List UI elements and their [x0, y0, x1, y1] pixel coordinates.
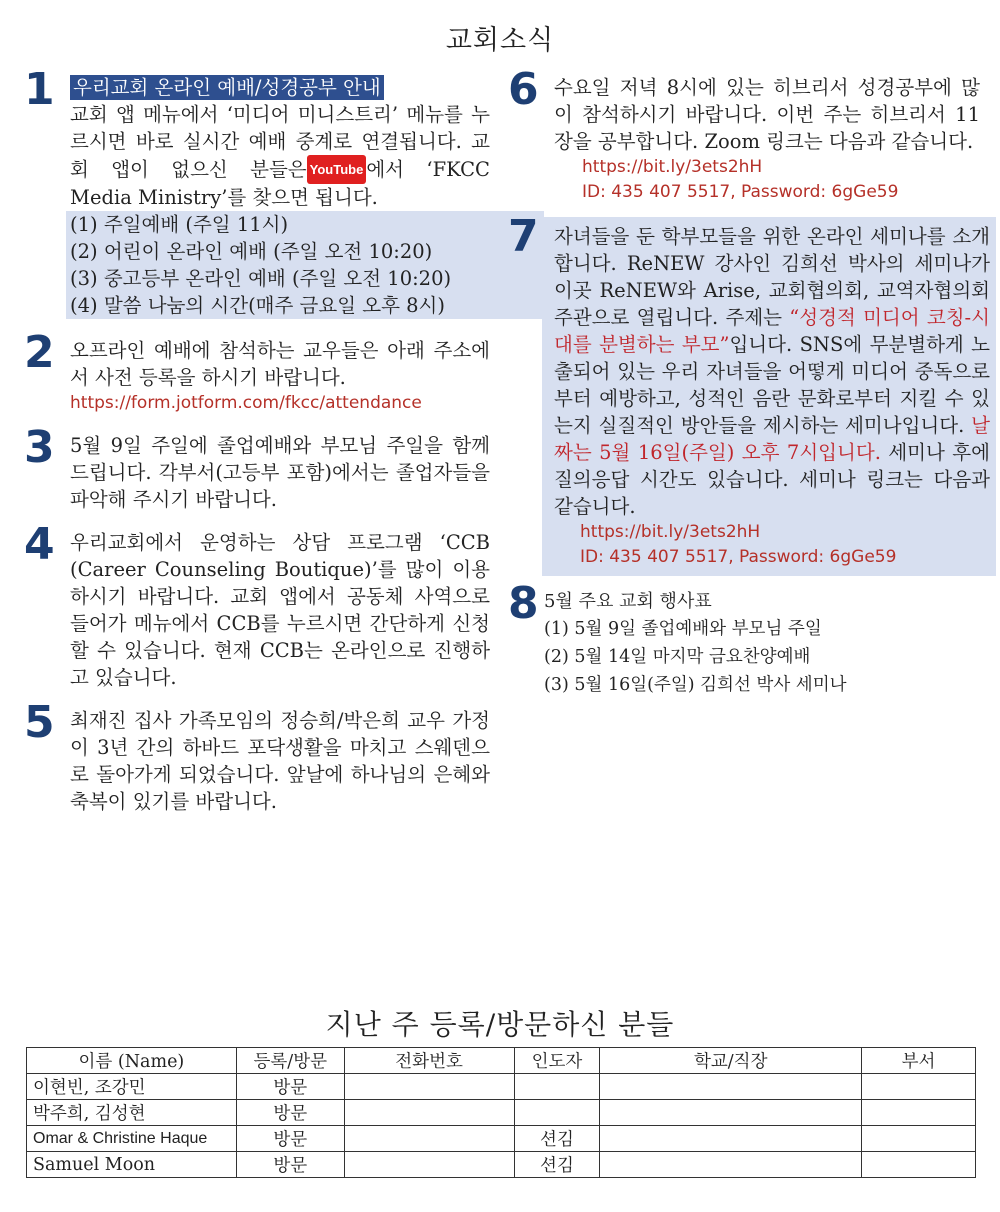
notice-body: 5월 9일 주일에 졸업예배와 부모님 주일을 함께 드립니다. 각부서(고등부 포함)에서는 졸업자들을 파악해 주시기 바랍니다.	[70, 434, 490, 511]
notice-4	[24, 519, 490, 691]
notice-2	[24, 327, 490, 416]
cell-dept	[862, 1100, 976, 1126]
cell-work	[600, 1100, 862, 1126]
notice-body: 오프라인 예배에 참석하는 교우들은 아래 주소에서 사전 등록을 하시기 바랍니다.	[70, 339, 490, 389]
notice-number: 2	[24, 327, 55, 378]
cell-status: 방문	[236, 1126, 344, 1152]
notice-body: 최재진 집사 가족모임의 정승희/박은희 교우 가정이 3년 간의 하바드 포닥생활을 마치고 스웨덴으로 돌아가게 되었습니다. 앞날에 하나님의 은혜와 축복이 있기를 바랍니다.	[70, 709, 490, 813]
list-item: (2) 5월 14일 마지막 금요찬양예배	[544, 647, 811, 667]
cell-status: 방문	[236, 1074, 344, 1100]
cell-phone	[344, 1100, 514, 1126]
cell-name: 이현빈, 조강민	[27, 1074, 237, 1100]
table-row	[27, 1100, 976, 1126]
column-header: 등록/방문	[236, 1048, 344, 1074]
column-header: 부서	[862, 1048, 976, 1074]
notice-number: 6	[508, 64, 539, 115]
cell-phone	[344, 1126, 514, 1152]
list-item: (4) 말씀 나눔의 시간(매주 금요일 오후 8시)	[70, 294, 445, 317]
cell-guide: 션김	[514, 1126, 600, 1152]
notice-body-cont: 에서 ‘FKCC Media Ministry’를 찾으면 됩니다.	[70, 158, 490, 209]
notice-heading: 우리교회 온라인 예배/성경공부 안내	[70, 75, 384, 100]
cell-guide	[514, 1100, 600, 1126]
notice-7	[508, 211, 996, 576]
notice-number: 5	[24, 697, 55, 748]
cell-guide	[514, 1074, 600, 1100]
cell-phone	[344, 1074, 514, 1100]
table-row	[27, 1126, 976, 1152]
service-schedule-list	[66, 211, 544, 319]
visitors-table	[26, 1047, 976, 1178]
column-header: 인도자	[514, 1048, 600, 1074]
table-row	[27, 1074, 976, 1100]
cell-dept	[862, 1126, 976, 1152]
list-item: (1) 5월 9일 졸업예배와 부모님 주일	[544, 619, 822, 639]
cell-work	[600, 1074, 862, 1100]
list-item: (2) 어린이 온라인 예배 (주일 오전 10:20)	[70, 240, 433, 263]
notice-body: 우리교회에서 운영하는 상담 프로그램 ‘CCB (Career Counseling Boutique)’를 많이 이용하시기 바랍니다. 교회 앱에서 공동체 사역으로 들어가 메뉴에서 CCB를 누르시면 간단하게 신청할 수 있습니다. 현재 CCB는 온라인으로 진행하고 있습니다.	[70, 531, 490, 689]
attendance-link[interactable]: https://form.jotform.com/fkcc/attendance	[70, 393, 422, 413]
seminar-topic: “성경적 미디어 코칭-시대를 분별하는 부모”	[554, 306, 990, 356]
column-header: 학교/직장	[600, 1048, 862, 1074]
seminar-date: 날짜는 5월 16일(주일) 오후 7시입니다.	[554, 414, 990, 464]
cell-status: 방문	[236, 1152, 344, 1178]
notice-3	[24, 422, 490, 513]
list-item: (1) 주일예배 (주일 11시)	[70, 213, 289, 236]
zoom-credentials: ID: 435 407 5517, Password: 6gGe59	[582, 182, 899, 202]
page-title: 교회소식	[445, 25, 555, 56]
notice-body-end: 세미나 후에 질의응답 시간도 있습니다. 세미나 링크는 다음과 같습니다.	[554, 441, 990, 518]
column-header: 전화번호	[344, 1048, 514, 1074]
left-column	[24, 64, 490, 827]
cell-dept	[862, 1152, 976, 1178]
table-header-row	[27, 1048, 976, 1074]
cell-work	[600, 1126, 862, 1152]
notice-8	[508, 578, 980, 699]
cell-dept	[862, 1074, 976, 1100]
youtube-logo: YouTube	[307, 155, 367, 184]
cell-phone	[344, 1152, 514, 1178]
notice-number: 4	[24, 519, 55, 570]
notice-number: 7	[508, 211, 539, 262]
list-item: (3) 중고등부 온라인 예배 (주일 오전 10:20)	[70, 267, 452, 290]
notice-number: 3	[24, 422, 55, 473]
notice-body: 교회 앱 메뉴에서 ‘미디어 미니스트리’ 메뉴를 누르시면 바로 실시간 예배 중계로 연결됩니다. 교회 앱이 없으신 분들은	[70, 103, 490, 181]
notice-body-cont: 입니다. SNS에 무분별하게 노출되어 있는 우리 자녀들을 어떻게 미디어 중독으로부터 예방하고, 성적인 음란 문화로부터 지킬 수 있는지 실질적인 방안들을 제시하는 세미나입니다.	[554, 333, 991, 437]
zoom-link[interactable]: https://bit.ly/3ets2hH	[582, 157, 763, 177]
notice-1	[24, 64, 490, 319]
column-header: 이름 (Name)	[27, 1048, 237, 1074]
cell-name: Omar & Christine Haque	[27, 1126, 237, 1152]
cell-name: Samuel Moon	[27, 1152, 237, 1178]
notice-body: 자녀들을 둔 학부모들을 위한 온라인 세미나를 소개합니다. ReNEW 강사인 김희선 박사의 세미나가 이곳 ReNEW와 Arise, 교회협의회, 교역자협의회 주관으로 열립니다. 주제는	[554, 225, 990, 329]
list-item: (3) 5월 16일(주일) 김희선 박사 세미나	[544, 675, 847, 695]
cell-guide: 션김	[514, 1152, 600, 1178]
notice-6	[508, 64, 980, 205]
notice-heading: 5월 주요 교회 행사표	[544, 591, 712, 612]
cell-work	[600, 1152, 862, 1178]
cell-status: 방문	[236, 1100, 344, 1126]
cell-name: 박주희, 김성현	[27, 1100, 237, 1126]
notice-5	[24, 697, 490, 815]
seminar-credentials: ID: 435 407 5517, Password: 6gGe59	[580, 547, 897, 567]
notice-body: 수요일 저녁 8시에 있는 히브리서 성경공부에 많이 참석하시기 바랍니다. 이번 주는 히브리서 11장을 공부합니다. Zoom 링크는 다음과 같습니다.	[554, 76, 980, 153]
notice-number: 1	[24, 64, 55, 115]
seminar-link[interactable]: https://bit.ly/3ets2hH	[580, 522, 761, 542]
right-column	[508, 64, 991, 711]
table-row	[27, 1152, 976, 1178]
visitors-title: 지난 주 등록/방문하신 분들	[325, 1008, 675, 1041]
notice-number: 8	[508, 578, 539, 629]
